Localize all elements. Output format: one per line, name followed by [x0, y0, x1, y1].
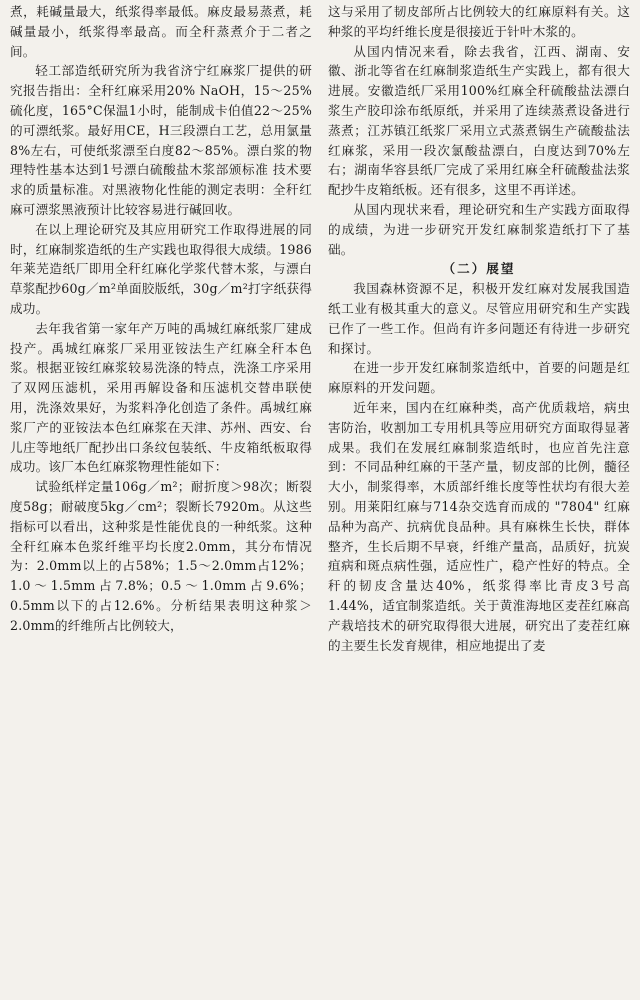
paragraph: 我国森林资源不足，积极开发红麻对发展我国造纸工业有极其重大的意义。尽管应用研究和生产实践已作了一些工作。但尚有许多问题还有待进一步研究和探讨。 [328, 281, 630, 356]
section-heading: （二）展望 [442, 261, 516, 277]
paragraph: 煮，耗碱量最大，纸浆得率最低。麻皮最易蒸煮，耗碱量最小，纸浆得率最高。而全秆蒸煮介于二者之间。 [10, 4, 312, 59]
paragraph: 从国内现状来看，理论研究和生产实践方面取得的成绩，为进一步研究开发红麻制浆造纸打下了基础。 [328, 201, 630, 257]
paragraph: 去年我省第一家年产万吨的禹城红麻纸浆厂建成投产。禹城红麻浆厂采用亚铵法生产红麻全秆本色浆。根据亚铵红麻浆较易洗涤的特点，洗涤工序采用了双网压滤机，采用再解设备和压滤机交替串联使用，洗涤效果好，为浆料净化创造了条件。禹城红麻浆厂产的亚铵法本色红麻浆在天津、苏州、西安、台儿庄等地纸厂配抄出口条纹包装纸、牛皮箱纸板取得成功。该厂本色红麻浆物理性能如下： [10, 320, 312, 475]
paragraph: 这与采用了韧皮部所占比例较大的红麻原料有关。这种浆的平均纤维长度是很接近于针叶木浆的。 [328, 4, 630, 39]
paragraph: 轻工部造纸研究所为我省济宁红麻浆厂提供的研究报告指出：全秆红麻采用20% NaOH，15～25%硫化度，165°C保温1小时，能制成卡伯值22～25%的可漂纸浆。最好用CE，H三段漂白工艺，总用氯量8%左右，可使纸浆漂至白度82～85%。漂白浆的物理特性基本达到1号漂白硫酸盐木浆部颁标准 技术要求的质量标准。对黑液物化性能的测定表明：全秆红麻可漂浆黑液预计比较容易进行碱回收。 [10, 63, 312, 217]
paragraph: 在以上理论研究及其应用研究工作取得进展的同时，红麻制浆造纸的生产实践也取得很大成绩。1986年莱芜造纸厂即用全秆红麻化学浆代替木浆，与漂白草浆配抄60g／m²单面胶版纸，30g／m²打字纸获得成功。 [10, 221, 312, 316]
paragraph: 从国内情况来看，除去我省，江西、湖南、安徽、浙北等省在红麻制浆造纸生产实践上，都有很大进展。安徽造纸厂采用100%红麻全秆硫酸盐法漂白浆生产胶印涂布纸原纸，并采用了连续蒸煮设备进行蒸煮；江苏镇江纸浆厂采用立式蒸煮锅生产硫酸盐法红麻浆，采用一段次氯酸盐漂白，白度达到70%左右；湖南华容县纸厂完成了采用红麻全秆硫酸盐法浆配抄牛皮箱纸板。还有很多，这里不再详述。 [328, 43, 630, 198]
left-column [10, 2, 312, 998]
paragraph: 近年来，国内在红麻种类，高产优质栽培，病虫害防治，收割加工专用机具等应用研究方面取得显著成果。我们在发展红麻制浆造纸时，也应首先注意到：不同品种红麻的干茎产量，韧皮部的比例，髓径大小，制浆得率，木质部纤维长度等性状均有很大差别。用莱阳红麻与714杂交选育而成的 "7804" 红麻品种为高产、抗病优良品种。具有麻株生长快，群体整齐，生长后期不早衰，纤维产量高，品质好，抗炭疽病和斑点病性强，适应性广，稳产性好的特点。全秆的韧皮含量达40%，纸浆得率比青皮3号高1.44%，适宜制浆造纸。关于黄淮海地区麦茬红麻高产栽培技术的研究取得很大进展，研究出了麦茬红麻的主要生长发育规律，相应地提出了麦 [328, 399, 630, 653]
paragraph: 试验纸样定量106g／m²；耐折度＞98次；断裂度58g；耐破度5kg／cm²；裂断长7920m。从这些指标可以看出，这种浆是性能优良的一种纸浆。这种全秆红麻本色浆纤维平均长度2.0mm，其分布情况为：2.0mm以上的占58%；1.5～2.0mm占12%；1.0～1.5mm占7.8%；0.5～1.0mm占9.6%；0.5mm以下的占12.6%。分析结果表明这种浆＞2.0mm的纤维所占比例较大， [10, 479, 312, 633]
paragraph: 在进一步开发红麻制浆造纸中，首要的问题是红麻原料的开发问题。 [328, 360, 630, 396]
right-column [328, 2, 630, 998]
